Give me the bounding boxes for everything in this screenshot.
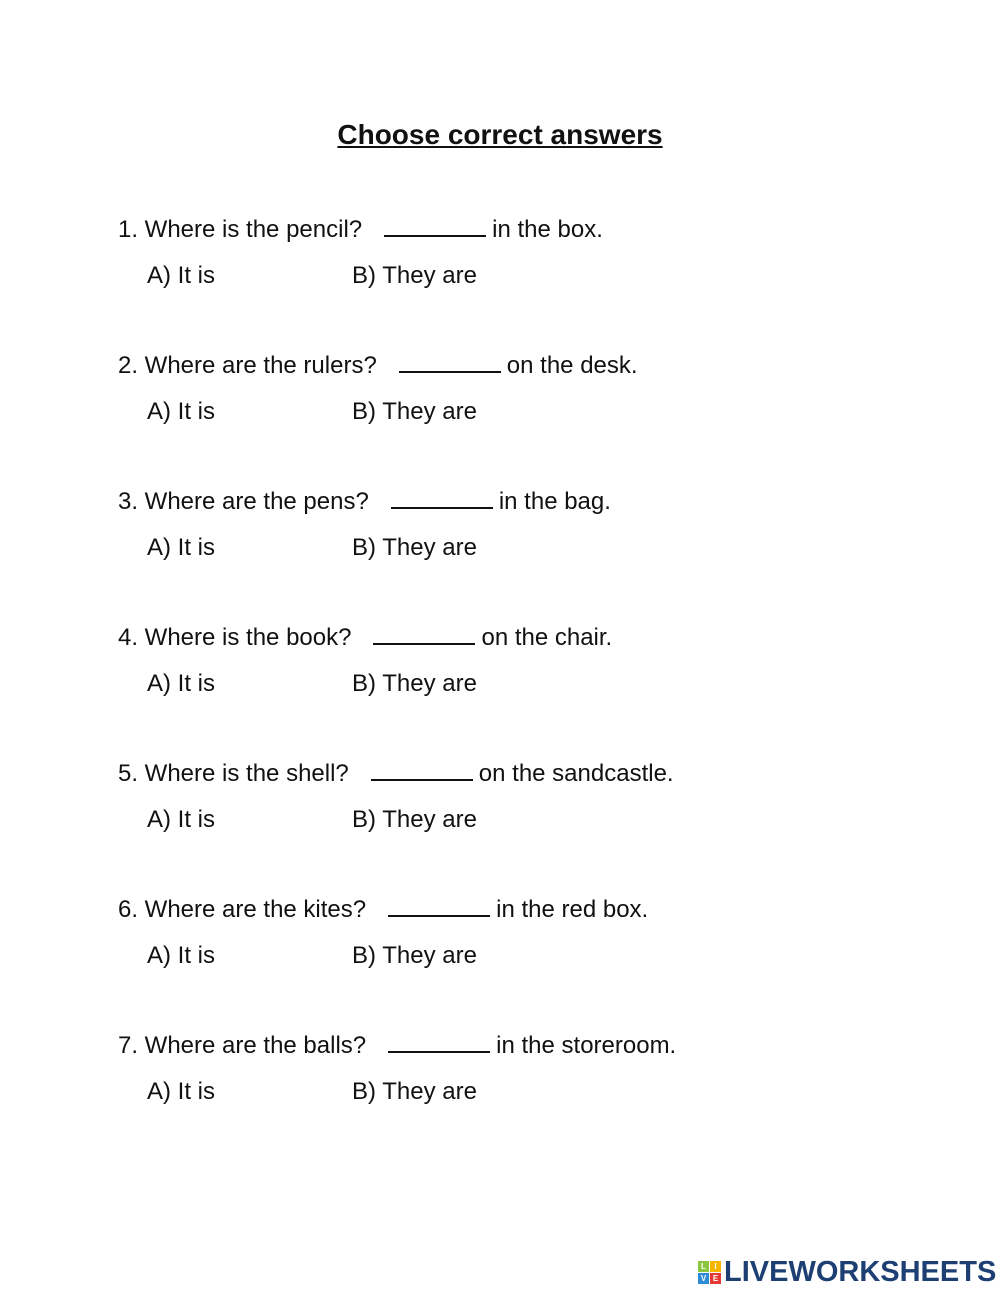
question-rest: on the chair. xyxy=(481,624,613,651)
options xyxy=(118,805,676,835)
options xyxy=(118,941,676,971)
question-prompt: 1. Where is the pencil? xyxy=(118,216,363,243)
logo-tile: L xyxy=(698,1261,709,1272)
option-a[interactable]: A) It is xyxy=(147,942,216,969)
logo-tile: I xyxy=(710,1261,721,1272)
question-rest: in the storeroom. xyxy=(496,1032,677,1059)
question-list xyxy=(118,213,676,1165)
option-b[interactable]: B) They are xyxy=(352,942,477,969)
option-a[interactable]: A) It is xyxy=(147,806,216,833)
options xyxy=(118,1077,676,1107)
question-prompt: 6. Where are the kites? xyxy=(118,896,367,923)
question-rest: in the red box. xyxy=(496,896,649,923)
options xyxy=(118,261,676,291)
question-line xyxy=(118,213,676,245)
question-prompt: 2. Where are the rulers? xyxy=(118,352,377,379)
question-line xyxy=(118,893,676,925)
option-b[interactable]: B) They are xyxy=(352,670,477,697)
question-line xyxy=(118,349,676,381)
option-a[interactable]: A) It is xyxy=(147,670,216,697)
question-item xyxy=(118,213,676,349)
option-b[interactable]: B) They are xyxy=(352,398,477,425)
question-line xyxy=(118,757,676,789)
option-b[interactable]: B) They are xyxy=(352,262,477,289)
question-rest: in the box. xyxy=(492,216,603,243)
question-rest: on the sandcastle. xyxy=(478,760,674,787)
logo-tile: E xyxy=(710,1273,721,1284)
question-line xyxy=(118,621,676,653)
answer-blank[interactable] xyxy=(384,213,486,237)
question-item xyxy=(118,1029,676,1165)
question-rest: on the desk. xyxy=(506,352,638,379)
option-b[interactable]: B) They are xyxy=(352,534,477,561)
option-a[interactable]: A) It is xyxy=(147,398,216,425)
question-item xyxy=(118,349,676,485)
question-item xyxy=(118,893,676,1029)
worksheet-title: Choose correct answers xyxy=(337,119,663,150)
question-line xyxy=(118,1029,676,1061)
answer-blank[interactable] xyxy=(391,485,493,509)
options xyxy=(118,397,676,427)
option-b[interactable]: B) They are xyxy=(352,806,477,833)
question-prompt: 4. Where is the book? xyxy=(118,624,352,651)
logo-tile: V xyxy=(698,1273,709,1284)
answer-blank[interactable] xyxy=(399,349,501,373)
answer-blank[interactable] xyxy=(371,757,473,781)
option-a[interactable]: A) It is xyxy=(147,534,216,561)
question-prompt: 3. Where are the pens? xyxy=(118,488,369,515)
options xyxy=(118,669,676,699)
question-item xyxy=(118,757,676,893)
logo-tiles-icon xyxy=(698,1261,721,1284)
answer-blank[interactable] xyxy=(373,621,475,645)
answer-blank[interactable] xyxy=(388,1029,490,1053)
question-item xyxy=(118,485,676,621)
answer-blank[interactable] xyxy=(388,893,490,917)
question-prompt: 5. Where is the shell? xyxy=(118,760,349,787)
option-b[interactable]: B) They are xyxy=(352,1078,477,1105)
options xyxy=(118,533,676,563)
question-item xyxy=(118,621,676,757)
option-a[interactable]: A) It is xyxy=(147,1078,216,1105)
question-line xyxy=(118,485,676,517)
logo-text: LIVEWORKSHEETS xyxy=(724,1256,997,1288)
question-rest: in the bag. xyxy=(498,488,611,515)
question-prompt: 7. Where are the balls? xyxy=(118,1032,367,1059)
option-a[interactable]: A) It is xyxy=(147,262,216,289)
liveworksheets-logo xyxy=(698,1256,996,1289)
